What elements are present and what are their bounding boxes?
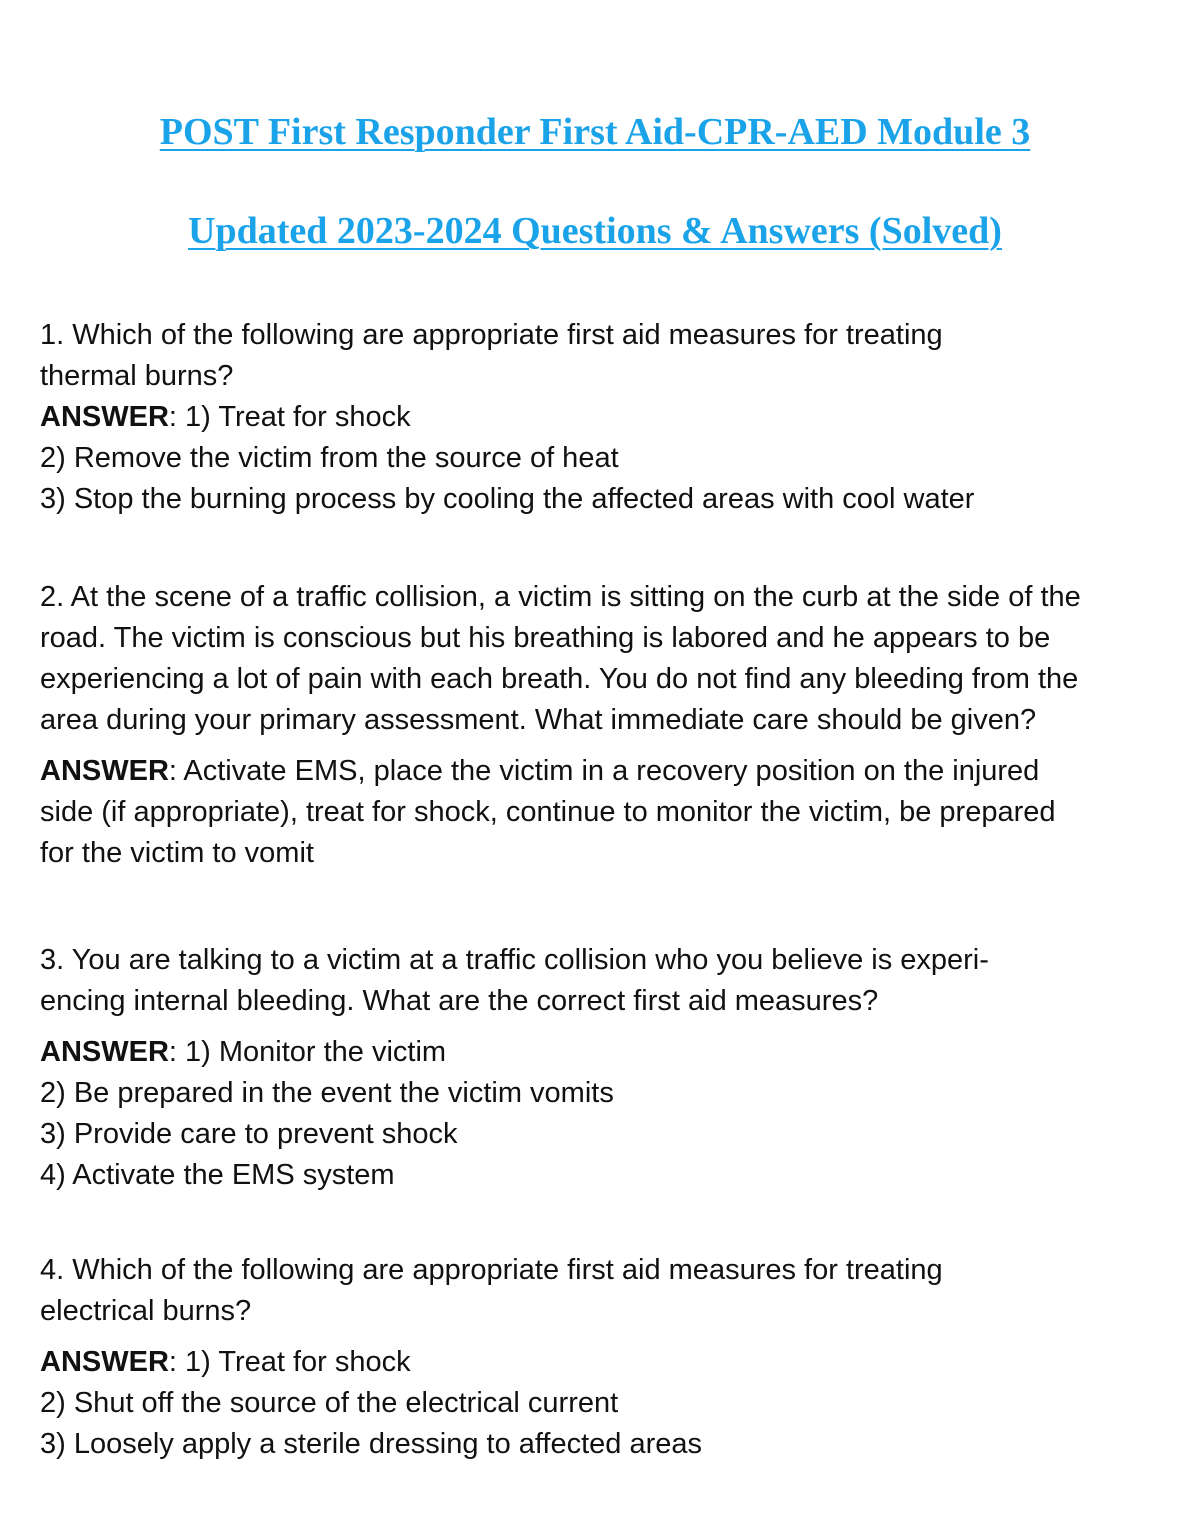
document-title-text-1: POST First Responder First Aid-CPR-AED Module 3 xyxy=(159,111,1031,153)
question-line: electrical burns? xyxy=(40,1295,252,1327)
question-2 xyxy=(40,577,1160,741)
question-line: 3. You are talking to a victim at a traffic collision who you believe is experi- xyxy=(40,944,989,976)
answer-label: ANSWER xyxy=(40,755,169,787)
document-title-line-2 xyxy=(0,209,1190,253)
qa-item-4 xyxy=(40,1250,1160,1465)
answer-3 xyxy=(40,1032,1160,1196)
answer-text: : 1) Monitor the victim xyxy=(168,1036,447,1068)
answer-4 xyxy=(40,1342,1160,1465)
answer-line: 3) Provide care to prevent shock xyxy=(40,1118,458,1150)
question-line: encing internal bleeding. What are the correct first aid measures? xyxy=(40,985,879,1017)
document-title-text-2: Updated 2023-2024 Questions & Answers (Solved) xyxy=(188,210,1002,252)
question-line: thermal burns? xyxy=(40,360,234,392)
qa-item-3 xyxy=(40,940,1160,1196)
answer-text: : Activate EMS, place the victim in a recovery position on the injured xyxy=(168,755,1040,787)
question-1 xyxy=(40,315,1160,397)
answer-label: ANSWER xyxy=(40,1036,169,1068)
answer-line xyxy=(40,397,1160,438)
question-line: 4. Which of the following are appropriate first aid measures for treating xyxy=(40,1254,943,1286)
question-line: experiencing a lot of pain with each breath. You do not find any bleeding from the xyxy=(40,663,1079,695)
question-line: road. The victim is conscious but his breathing is labored and he appears to be xyxy=(40,622,1051,654)
answer-line: 3) Stop the burning process by cooling the affected areas with cool water xyxy=(40,483,975,515)
answer-2 xyxy=(40,751,1160,874)
question-3 xyxy=(40,940,1160,1022)
answer-line: 4) Activate the EMS system xyxy=(40,1159,395,1191)
answer-label: ANSWER xyxy=(40,1346,169,1378)
answer-line xyxy=(40,1032,1160,1073)
question-4 xyxy=(40,1250,1160,1332)
answer-line xyxy=(40,751,1160,792)
qa-item-2 xyxy=(40,577,1160,874)
answer-line xyxy=(40,1342,1160,1383)
answer-line: 2) Shut off the source of the electrical current xyxy=(40,1387,619,1419)
answer-line: side (if appropriate), treat for shock, continue to monitor the victim, be prepared xyxy=(40,796,1056,828)
answer-line: 2) Remove the victim from the source of heat xyxy=(40,442,619,474)
answer-label: ANSWER xyxy=(40,401,169,433)
answer-text: : 1) Treat for shock xyxy=(168,1346,411,1378)
question-line: area during your primary assessment. What immediate care should be given? xyxy=(40,704,1037,736)
answer-line: for the victim to vomit xyxy=(40,837,314,869)
question-line: 2. At the scene of a traffic collision, a victim is sitting on the curb at the side of the xyxy=(40,581,1081,613)
answer-line: 2) Be prepared in the event the victim vomits xyxy=(40,1077,614,1109)
answer-line: 3) Loosely apply a sterile dressing to affected areas xyxy=(40,1428,703,1460)
qa-item-1 xyxy=(40,315,1160,520)
question-line: 1. Which of the following are appropriate first aid measures for treating xyxy=(40,319,943,351)
answer-1 xyxy=(40,397,1160,520)
answer-text: : 1) Treat for shock xyxy=(168,401,411,433)
document-title-line-1 xyxy=(0,110,1190,154)
